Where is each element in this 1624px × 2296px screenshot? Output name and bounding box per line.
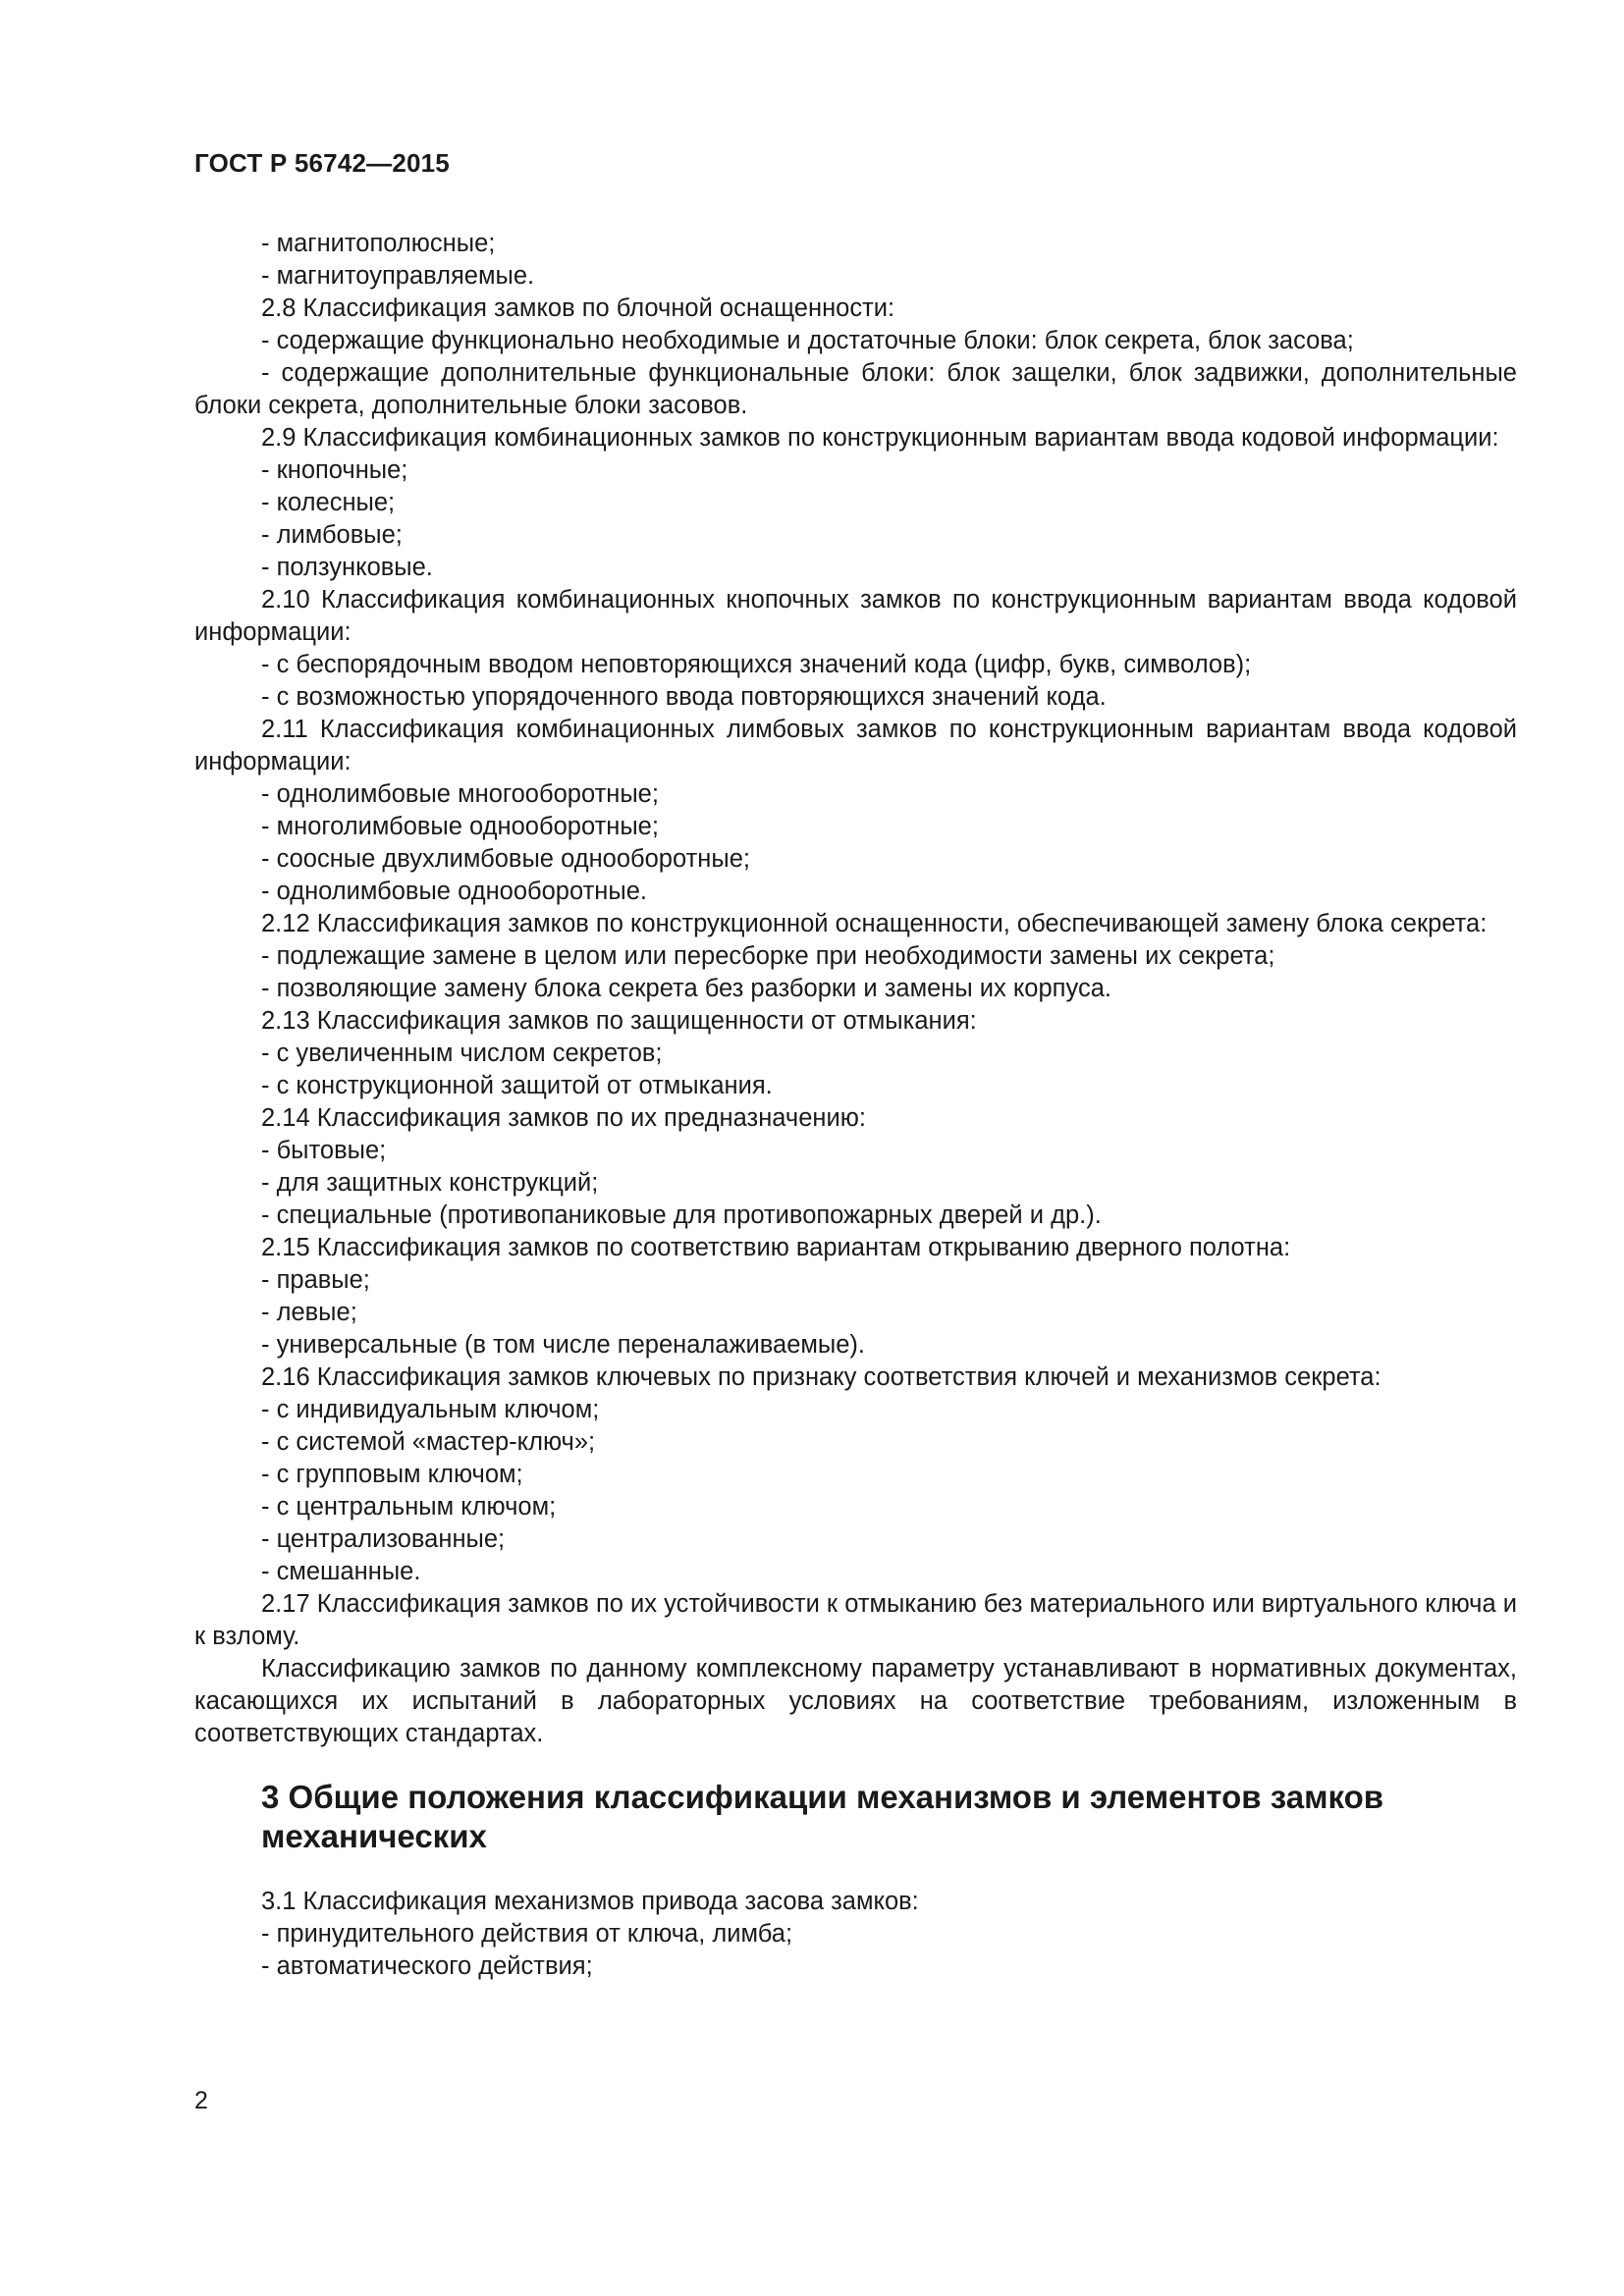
paragraph: 2.9 Классификация комбинационных замков по конструкционным вариантам ввода кодовой информации: [261, 424, 1499, 452]
paragraph: Классификацию замков по данному комплексному параметру устанавливают в нормативных документах, касающихся их испытаний в лабораторных условиях на соответствие требованиям, изложенным в соответствующих стандартах. [194, 1655, 1517, 1747]
list-item: - с беспорядочным вводом неповторяющихся значений кода (цифр, букв, символов); [261, 651, 1252, 678]
list-item: - однолимбовые многооборотные; [261, 780, 659, 808]
paragraph: 2.12 Классификация замков по конструкционной оснащенности, обеспечивающей замену блока секрета: [261, 910, 1488, 937]
paragraph: 2.8 Классификация замков по блочной оснащенности: [261, 294, 895, 322]
paragraph: 2.14 Классификация замков по их предназначению: [261, 1104, 866, 1132]
list-item: - магнитополюсные; [261, 230, 496, 257]
page-number: 2 [194, 2087, 208, 2114]
list-item: - подлежащие замене в целом или пересборке при необходимости замены их секрета; [261, 942, 1275, 970]
list-item: - кнопочные; [261, 456, 408, 484]
list-item: - ползунковые. [261, 554, 433, 581]
list-item: - с увеличенным числом секретов; [261, 1040, 663, 1067]
list-item: - содержащие функционально необходимые и достаточные блоки: блок секрета, блок засова; [261, 327, 1354, 354]
section-heading: 3 Общие положения классификации механизмов и элементов замков механических [261, 1779, 1384, 1854]
list-item: - автоматического действия; [261, 1952, 593, 1980]
paragraph: - содержащие дополнительные функциональные блоки: блок защелки, блок задвижки, дополнительные блоки секрета, дополнительные блоки засовов. [194, 359, 1517, 419]
list-item: - соосные двухлимбовые однооборотные; [261, 845, 750, 873]
list-item: - однолимбовые однооборотные. [261, 878, 647, 905]
list-item: - с центральным ключом; [261, 1493, 557, 1521]
paragraph: 2.13 Классификация замков по защищенности от отмыкания: [261, 1007, 977, 1035]
paragraph: 2.11 Классификация комбинационных лимбовых замков по конструкционным вариантам ввода кодовой информации: [194, 716, 1517, 775]
paragraph: 2.17 Классификация замков по их устойчивости к отмыканию без материального или виртуального ключа и к взлому. [194, 1590, 1517, 1650]
list-item: - с конструкционной защитой от отмыкания. [261, 1072, 773, 1099]
paragraph: 2.10 Классификация комбинационных кнопочных замков по конструкционным вариантам ввода кодовой информации: [194, 586, 1517, 646]
document-body [194, 228, 1517, 1983]
list-item: - специальные (противопаниковые для противопожарных дверей и др.). [261, 1201, 1102, 1229]
list-item: - с индивидуальным ключом; [261, 1396, 600, 1423]
list-item: - многолимбовые однооборотные; [261, 813, 659, 840]
list-item: - левые; [261, 1299, 357, 1326]
list-item: - для защитных конструкций; [261, 1169, 599, 1197]
list-item: - принудительного действия от ключа, лимба; [261, 1920, 793, 1948]
paragraph: 2.15 Классификация замков по соответствию вариантам открыванию дверного полотна: [261, 1234, 1291, 1261]
text-block-section-2 [194, 228, 1517, 1750]
list-item: - магнитоуправляемые. [261, 262, 535, 290]
list-item: - с групповым ключом; [261, 1461, 523, 1488]
list-item: - правые; [261, 1266, 370, 1294]
list-item: - колесные; [261, 489, 396, 516]
list-item: - универсальные (в том числе переналаживаемые). [261, 1331, 866, 1359]
list-item: - с системой «мастер-ключ»; [261, 1428, 596, 1456]
list-item: - позволяющие замену блока секрета без разборки и замены их корпуса. [261, 975, 1111, 1002]
list-item: - централизованные; [261, 1525, 506, 1553]
list-item: - бытовые; [261, 1137, 387, 1164]
paragraph: 2.16 Классификация замков ключевых по признаку соответствия ключей и механизмов секрета: [261, 1363, 1381, 1391]
list-item: - лимбовые; [261, 521, 403, 549]
document-code-header: ГОСТ Р 56742—2015 [194, 148, 450, 178]
list-item: - смешанные. [261, 1558, 421, 1585]
list-item: 3.1 Классификация механизмов привода засова замков: [261, 1888, 919, 1915]
list-item: - с возможностью упорядоченного ввода повторяющихся значений кода. [261, 683, 1107, 711]
text-block-section-3 [194, 1886, 1517, 1983]
